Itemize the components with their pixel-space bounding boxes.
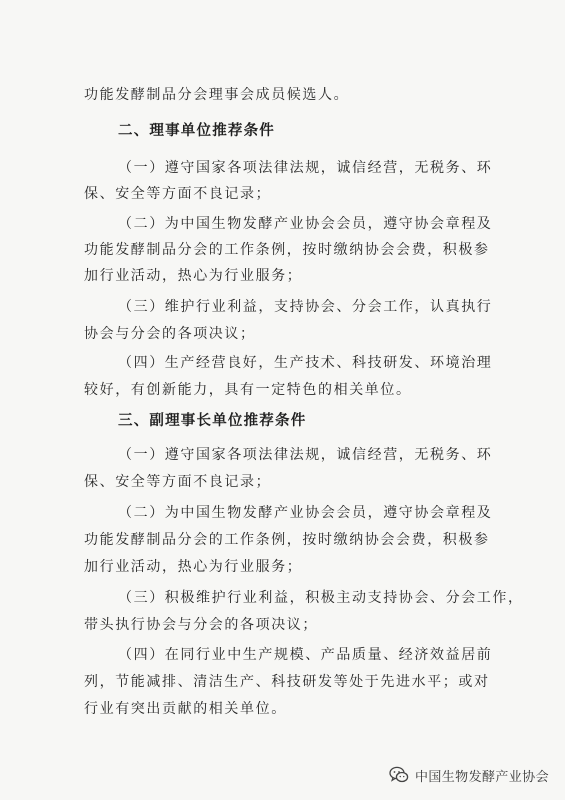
paragraph-line: 保、安全等方面不良记录； <box>84 474 272 490</box>
paragraph-line: （一）遵守国家各项法律法规，诚信经营，无税务、环 <box>118 160 493 176</box>
paragraph-line: 功能发酵制品分会的工作条例，按时缴纳协会会费，积极参 <box>84 532 490 548</box>
paragraph-line: （四）在同行业中生产规模、产品质量、经济效益居前 <box>118 647 493 663</box>
section-heading: 二、理事单位推荐条件 <box>118 123 275 139</box>
paragraph-line: （二）为中国生物发酵产业协会会员，遵守协会章程及 <box>118 505 493 521</box>
paragraph-line: 带头执行协会与分会的各项决议； <box>84 617 318 633</box>
wechat-watermark <box>389 764 549 786</box>
watermark-text: 中国生物发酵产业协会 <box>414 769 549 785</box>
paragraph-line: 较好，有创新能力，具有一定特色的相关单位。 <box>84 382 412 398</box>
paragraph-line: （二）为中国生物发酵产业协会会员，遵守协会章程及 <box>118 216 493 232</box>
wechat-icon <box>389 765 409 785</box>
paragraph-line: 加行业活动，热心为行业服务； <box>84 268 303 284</box>
paragraph-line: 功能发酵制品分会理事会成员候选人。 <box>84 87 350 103</box>
paragraph-line: 加行业活动，热心为行业服务； <box>84 559 303 575</box>
paragraph-line: （四）生产经营良好，生产技术、科技研发、环境治理 <box>118 355 493 371</box>
paragraph-line: （一）遵守国家各项法律法规，诚信经营，无税务、环 <box>118 447 493 463</box>
paragraph-line: 保、安全等方面不良记录； <box>84 186 272 202</box>
paragraph-line: 行业有突出贡献的相关单位。 <box>84 701 287 717</box>
paragraph-line: 功能发酵制品分会的工作条例，按时缴纳协会会费，积极参 <box>84 242 490 258</box>
section-heading: 三、副理事长单位推荐条件 <box>118 413 307 429</box>
paragraph-line: （三）维护行业利益，支持协会、分会工作，认真执行 <box>118 299 493 315</box>
paragraph-line: 列，节能减排、清洁生产、科技研发等处于先进水平；或对 <box>84 674 490 690</box>
paragraph-line: 协会与分会的各项决议； <box>84 326 256 342</box>
paragraph-line: （三）积极维护行业利益，积极主动支持协会、分会工作， <box>118 590 524 606</box>
